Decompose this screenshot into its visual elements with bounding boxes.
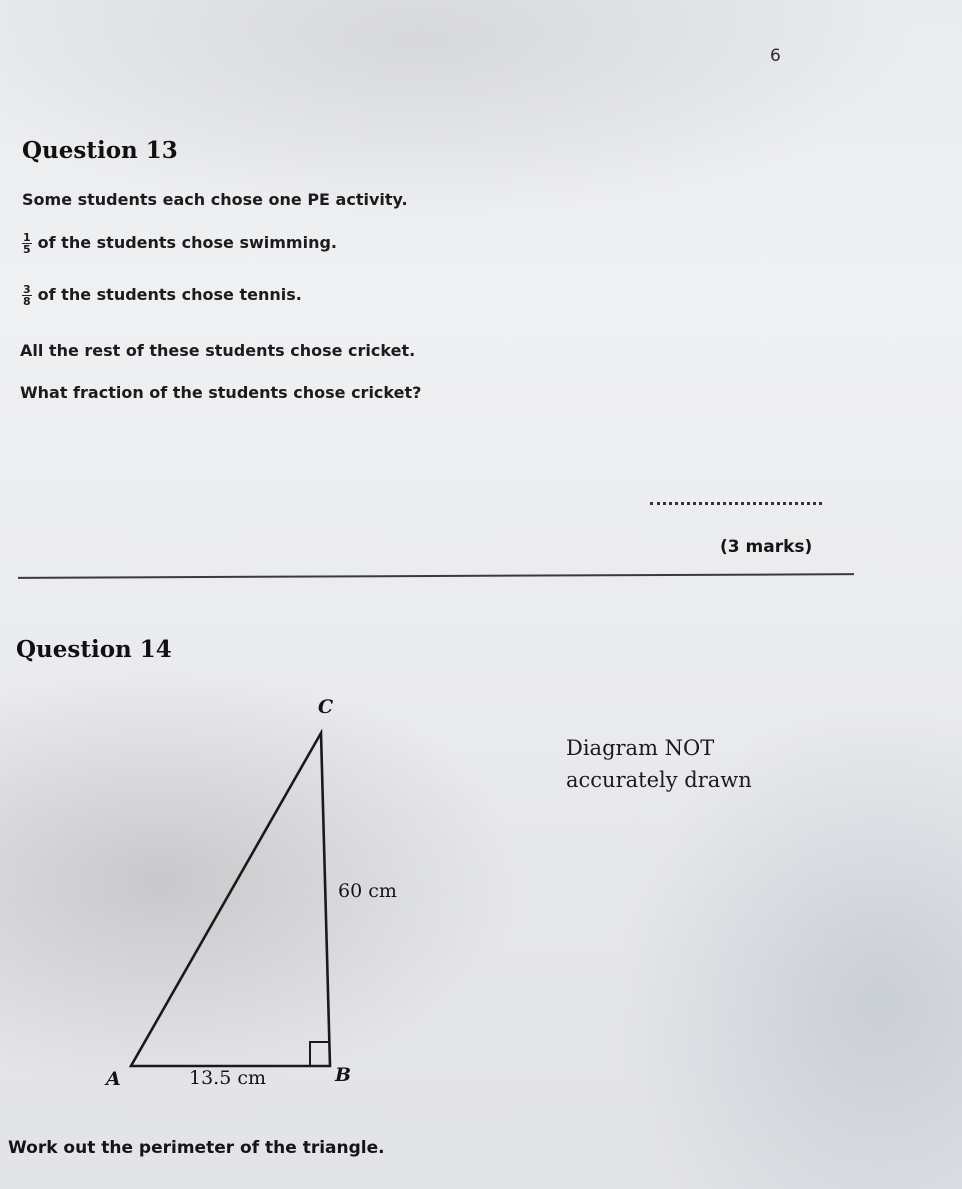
question-13-heading: Question 13 (22, 137, 178, 164)
marks-label: (3 marks) (720, 537, 813, 557)
triangle-abc (131, 733, 330, 1066)
tennis-text: of the students chose tennis. (37, 285, 302, 304)
question-14-instruction: Work out the perimeter of the triangle. (8, 1138, 385, 1158)
diagram-note-line1: Diagram NOT (566, 736, 715, 760)
cricket-rest-text: All the rest of these students chose cricket. (20, 341, 416, 360)
question-14-heading: Question 14 (16, 636, 172, 663)
page-number: 6 (770, 46, 781, 66)
side-ab-label: 13.5 cm (189, 1067, 267, 1089)
diagram-note-line2: accurately drawn (566, 768, 752, 792)
right-angle-marker (310, 1042, 329, 1066)
question-13-prompt: What fraction of the students chose cricket? (20, 383, 422, 402)
question-13-intro: Some students each chose one PE activity. (22, 190, 408, 209)
swimming-numerator: 1 (23, 231, 31, 244)
vertex-b-label: B (335, 1064, 352, 1086)
tennis-denominator: 8 (23, 295, 31, 308)
vertex-c-label: C (318, 696, 334, 718)
side-bc-label: 60 cm (338, 880, 397, 902)
swimming-text: of the students chose swimming. (37, 233, 337, 252)
vertex-a-label: A (106, 1068, 121, 1090)
tennis-numerator: 3 (23, 283, 31, 296)
swimming-denominator: 5 (23, 243, 31, 256)
